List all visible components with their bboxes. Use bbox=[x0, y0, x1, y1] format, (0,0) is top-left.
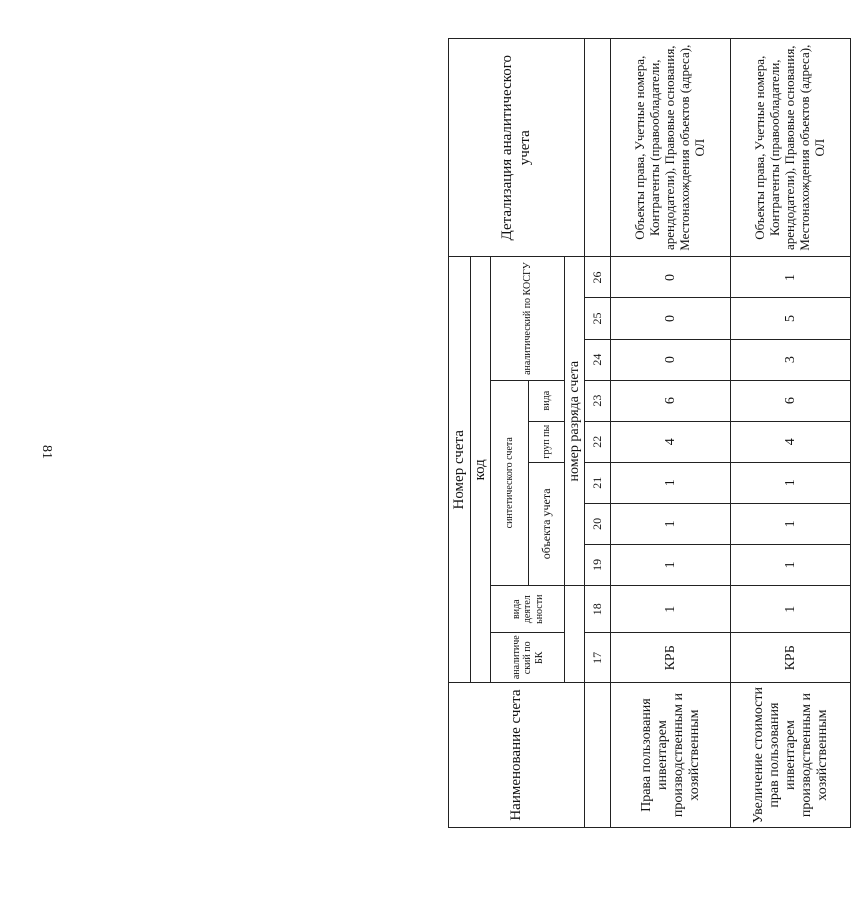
digit-cell: 20 bbox=[585, 503, 611, 544]
code-cell: 0 bbox=[611, 298, 731, 339]
code-cell: 6 bbox=[611, 380, 731, 421]
digit-cell: 26 bbox=[585, 257, 611, 298]
code-cell: 6 bbox=[731, 380, 851, 421]
header-account-name: Наименование счета bbox=[449, 683, 585, 828]
table-row bbox=[731, 39, 851, 828]
header-object: объекта учета bbox=[529, 462, 565, 585]
code-cell: КРБ bbox=[731, 633, 851, 683]
digit-cell-empty bbox=[585, 39, 611, 257]
header-row-1 bbox=[449, 39, 471, 828]
detail-cell: Объекты права, Учетные номера, Контрагенты (правообладатели, арендодатели), Правовые основания, Местонахождения объектов (адреса), ОЛ bbox=[731, 39, 851, 257]
account-name-cell: Увеличение стоимости прав пользования инвентарем производственным и хозяйственным bbox=[731, 683, 851, 828]
code-cell: 1 bbox=[731, 585, 851, 633]
header-detail: Детализация аналитического учета bbox=[449, 39, 585, 257]
code-cell: 1 bbox=[611, 585, 731, 633]
digit-cell: 21 bbox=[585, 462, 611, 503]
code-cell: 4 bbox=[611, 421, 731, 462]
digit-cell-empty bbox=[585, 683, 611, 828]
account-name-cell: Права пользования инвентарем производственным и хозяйственным bbox=[611, 683, 731, 828]
header-kind: вида bbox=[529, 380, 565, 421]
header-analytic-bk: аналитиче ский по БК bbox=[491, 633, 565, 683]
digit-cell: 17 bbox=[585, 633, 611, 683]
code-cell: 1 bbox=[731, 462, 851, 503]
header-activity-type: вида деятел ьности bbox=[491, 585, 565, 633]
code-cell: 4 bbox=[731, 421, 851, 462]
code-cell: 3 bbox=[731, 339, 851, 380]
code-cell: 5 bbox=[731, 298, 851, 339]
code-cell: КРБ bbox=[611, 633, 731, 683]
page-number: 81 bbox=[39, 445, 54, 459]
code-cell: 1 bbox=[731, 503, 851, 544]
digit-cell: 18 bbox=[585, 585, 611, 633]
digit-cell: 19 bbox=[585, 544, 611, 585]
code-cell: 1 bbox=[611, 503, 731, 544]
digit-number-row bbox=[585, 39, 611, 828]
header-account-number: Номер счета bbox=[449, 257, 471, 683]
digit-cell: 22 bbox=[585, 421, 611, 462]
header-analytic-kosgu: аналитический по КОСГУ bbox=[491, 257, 565, 380]
code-cell: 1 bbox=[731, 544, 851, 585]
code-cell: 1 bbox=[731, 257, 851, 298]
rotated-table-wrapper bbox=[448, 38, 830, 828]
header-synthetic: синтетического счета bbox=[491, 380, 529, 585]
code-cell: 0 bbox=[611, 339, 731, 380]
code-cell: 1 bbox=[611, 544, 731, 585]
code-cell: 1 bbox=[611, 462, 731, 503]
digit-cell: 23 bbox=[585, 380, 611, 421]
header-group: груп пы bbox=[529, 421, 565, 462]
detail-cell: Объекты права, Учетные номера, Контрагенты (правообладатели, арендодатели), Правовые основания, Местонахождения объектов (адреса), ОЛ bbox=[611, 39, 731, 257]
code-cell: 0 bbox=[611, 257, 731, 298]
table-row bbox=[611, 39, 731, 828]
digit-cell: 25 bbox=[585, 298, 611, 339]
account-table bbox=[448, 38, 851, 828]
digit-cell: 24 bbox=[585, 339, 611, 380]
header-code: код bbox=[471, 257, 491, 683]
header-band-empty bbox=[565, 585, 585, 682]
header-digit-band: номер разряда счета bbox=[565, 257, 585, 586]
